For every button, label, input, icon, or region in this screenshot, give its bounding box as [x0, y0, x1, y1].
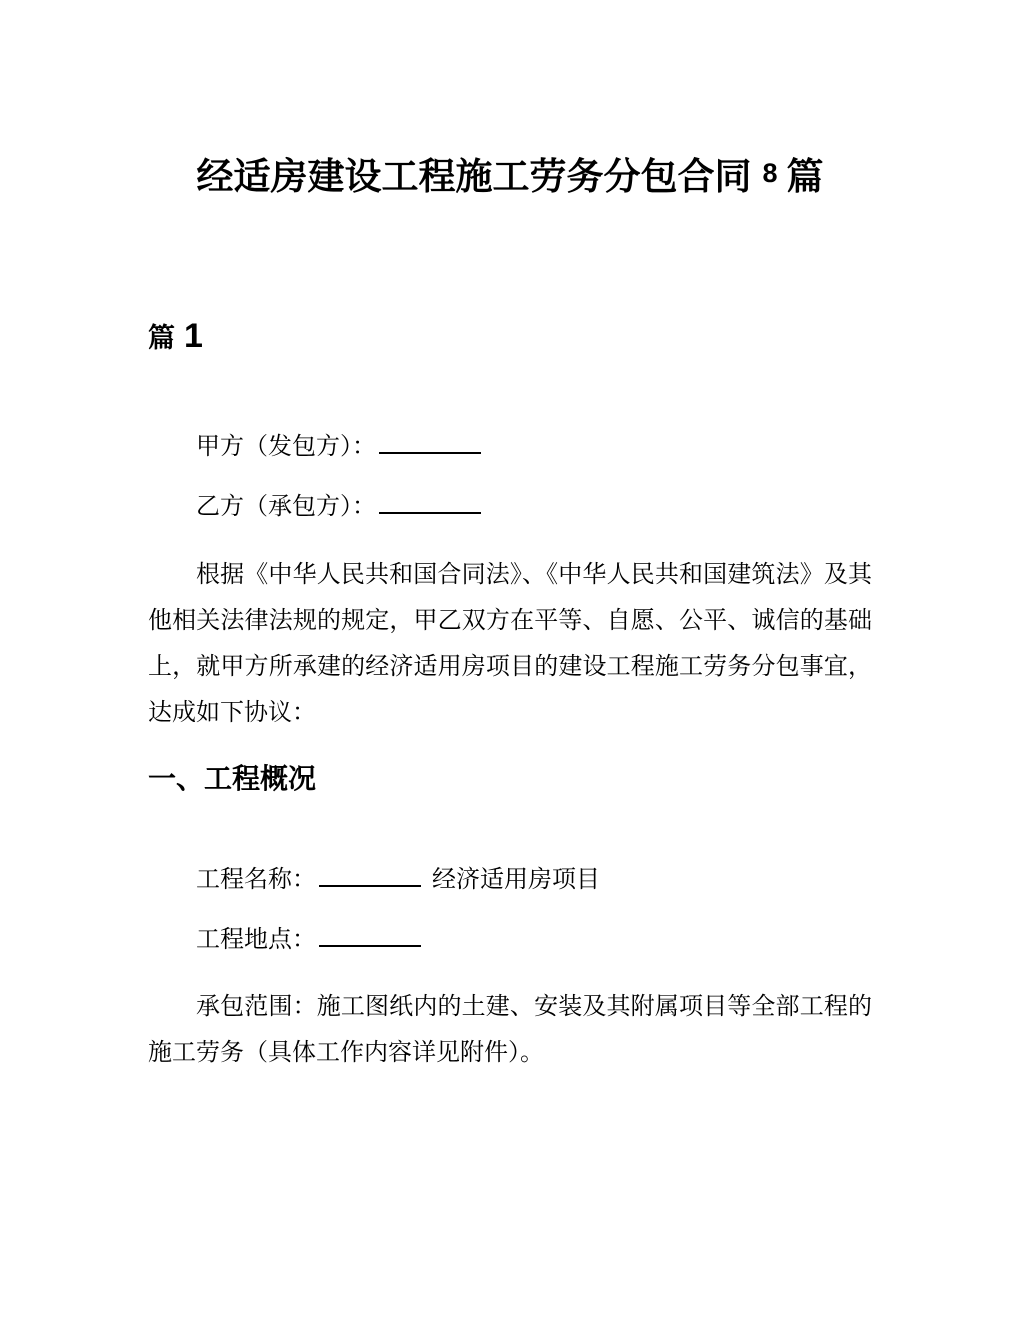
- scope-paragraph: 承包范围：施工图纸内的土建、安装及其附属项目等全部工程的施工劳务（具体工作内容详见附件）。: [148, 993, 872, 1066]
- project-name-label: 工程名称：: [196, 866, 316, 893]
- party-b-blank-underline: [379, 488, 481, 514]
- project-name-line: [148, 857, 872, 903]
- piece-heading-number: 1: [184, 317, 203, 355]
- party-b-label: 乙方（承包方）：: [196, 493, 376, 520]
- party-a-blank-underline: [379, 428, 481, 454]
- section-1-heading: 一、工程概况: [148, 763, 317, 794]
- party-a-label: 甲方（发包方）：: [196, 433, 376, 460]
- project-location-label: 工程地点：: [196, 926, 316, 953]
- project-name-blank-underline: [319, 861, 421, 887]
- intro-paragraph: 根据《中华人民共和国合同法》、《中华人民共和国建筑法》及其他相关法律法规的规定，甲乙双方在平等、自愿、公平、诚信的基础上，就甲方所承建的经济适用房项目的建设工程施工劳务分包事宜，达成如下协议：: [148, 561, 872, 726]
- document-title: [148, 150, 872, 200]
- project-name-suffix: 经济适用房项目: [432, 866, 600, 893]
- document-title-count: 8: [762, 158, 778, 188]
- project-location-blank-underline: [319, 921, 421, 947]
- party-b-line: [148, 484, 872, 530]
- piece-1-heading: [148, 316, 872, 358]
- party-a-line: [148, 424, 872, 470]
- project-location-line: [148, 917, 872, 963]
- document-title-unit: 篇: [786, 156, 824, 197]
- document-title-main: 经适房建设工程施工劳务分包合同: [196, 156, 752, 197]
- piece-heading-label: 篇: [148, 323, 175, 353]
